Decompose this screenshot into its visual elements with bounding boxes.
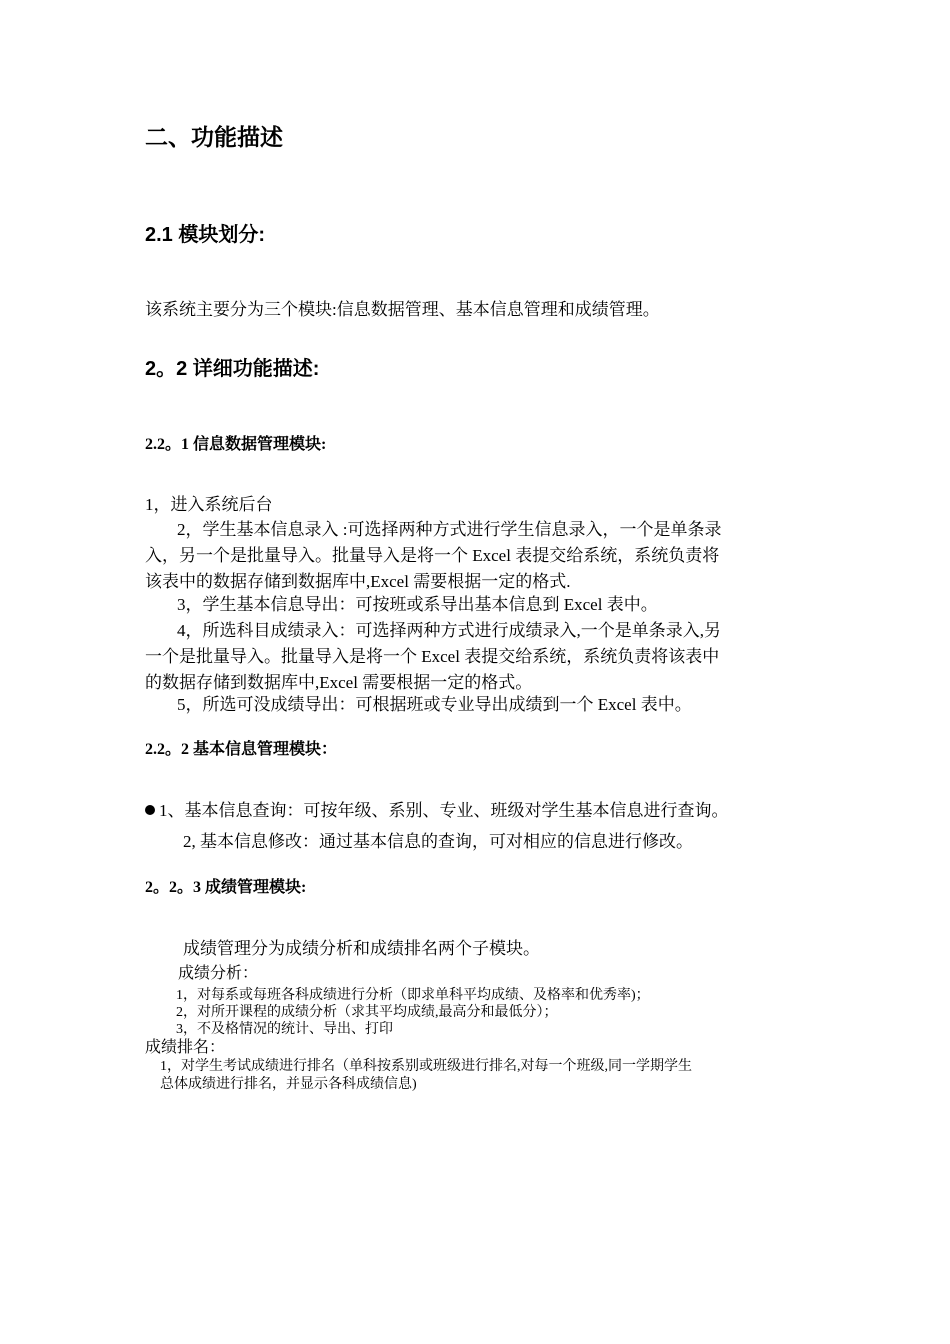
list-item [145,798,729,824]
paragraph-line: 一个是批量导入。批量导入是将一个 Excel 表提交给系统，系统负责将该表中 [145,647,720,666]
list-item-4 [145,618,810,696]
list-item-2 [145,517,810,595]
module-division-text: 该系统主要分为三个模块:信息数据管理、基本信息管理和成绩管理。 [145,300,660,319]
list-item: 3，不及格情况的统计、导出、打印 [176,1022,393,1037]
list-item-text: 1、基本信息查询：可按年级、系别、专业、班级对学生基本信息进行查询。 [159,801,729,820]
heading-2-2: 2。2 详细功能描述: [145,358,320,380]
grades-intro: 成绩管理分为成绩分析和成绩排名两个子模块。 [183,939,540,958]
list-item: 2，对所开课程的成绩分析（求其平均成绩,最高分和最低分）； [176,1005,558,1020]
paragraph-line: 2，学生基本信息录入 :可选择两种方式进行学生信息录入，一个是单条录 [177,520,722,539]
section-title: 二、功能描述 [145,124,283,150]
paragraph-line: 的数据存储到数据库中,Excel 需要根据一定的格式。 [145,673,533,692]
paragraph-line: 总体成绩进行排名，并显示各科成绩信息) [160,1077,417,1092]
list-item: 1，对每系或每班各科成绩进行分析（即求单科平均成绩、及格率和优秀率)； [176,988,650,1003]
list-item: 3，学生基本信息导出：可按班或系导出基本信息到 Excel 表中。 [177,595,658,614]
paragraph-line: 1，对学生考试成绩进行排名（单科按系别或班级进行排名,对每一个班级,同一学期学生 [160,1059,692,1074]
heading-2-1: 2.1 模块划分: [145,224,266,246]
paragraph-line: 该表中的数据存储到数据库中,Excel 需要根据一定的格式. [145,572,571,591]
grade-ranking-label: 成绩排名： [145,1039,226,1056]
list-item: 1，进入系统后台 [145,495,273,514]
heading-2-2-3: 2。2。3 成绩管理模块: [145,879,307,896]
list-item: 2, 基本信息修改：通过基本信息的查询，可对相应的信息进行修改。 [183,832,693,851]
heading-2-2-1: 2.2。1 信息数据管理模块: [145,436,327,453]
heading-2-2-2: 2.2。2 基本信息管理模块： [145,741,338,758]
grade-analysis-label: 成绩分析： [178,965,259,982]
paragraph-line: 入，另一个是批量导入。批量导入是将一个 Excel 表提交给系统，系统负责将 [145,546,720,565]
paragraph-line: 4，所选科目成绩录入：可选择两种方式进行成绩录入,一个是单条录入,另 [177,621,721,640]
bullet-icon [145,805,155,815]
list-item: 5，所选可没成绩导出：可根据班或专业导出成绩到一个 Excel 表中。 [177,695,692,714]
